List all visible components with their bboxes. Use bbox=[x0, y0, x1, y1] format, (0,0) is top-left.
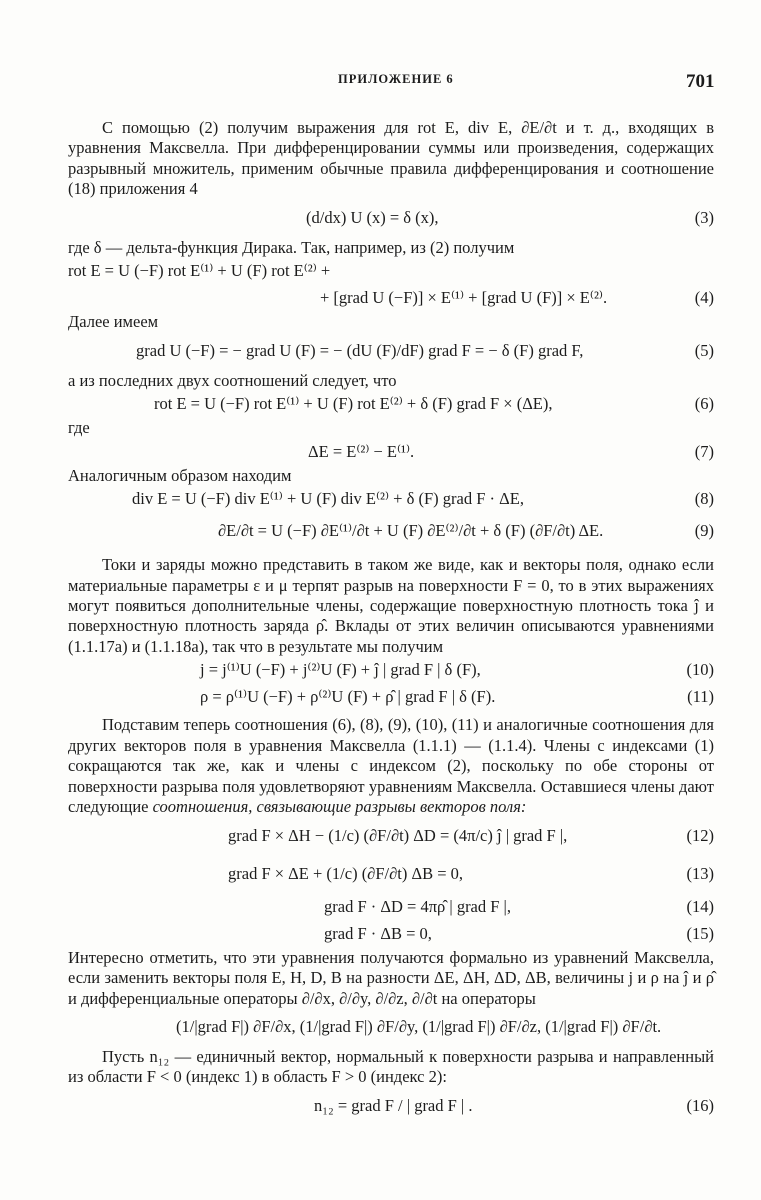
paragraph-8-italic: соотношения, связывающие разрывы векторов поля: bbox=[152, 797, 527, 817]
paragraph-9: Интересно отметить, что эти уравнения получаются формально из уравнений Максвелла, если заменить векторы поля E, H, D, B на разности ΔE, ΔH, ΔD, ΔB, величины j и ρ на ĵ и ρ̂ и дифференциальные операторы ∂/∂x, ∂/∂y, ∂/∂z, ∂/∂t на операторы bbox=[68, 947, 714, 1008]
paragraph-8 bbox=[68, 715, 714, 817]
equation-3-body: (d/dx) U (x) = δ (x), bbox=[306, 207, 439, 227]
equation-16 bbox=[68, 1088, 714, 1126]
equation-15-number: (15) bbox=[686, 923, 714, 943]
equation-9-number: (9) bbox=[694, 521, 714, 541]
page-number: 701 bbox=[686, 71, 715, 92]
equation-13 bbox=[68, 856, 714, 894]
equation-10 bbox=[68, 657, 714, 684]
equation-8 bbox=[68, 486, 714, 513]
equation-6-number: (6) bbox=[694, 394, 714, 414]
equation-5-body: grad U (−F) = − grad U (F) = − (dU (F)/dF) grad F = − δ (F) grad F, bbox=[136, 340, 584, 360]
equation-10-number: (10) bbox=[686, 660, 714, 680]
paragraph-4: а из последних двух соотношений следует, что bbox=[68, 370, 397, 390]
paragraph-5: где bbox=[68, 418, 90, 438]
equation-4-number: (4) bbox=[694, 288, 714, 308]
page-body bbox=[68, 118, 714, 1126]
paragraph-1: С помощью (2) получим выражения для rot E, div E, ∂E/∂t и т. д., входящих в уравнения Максвелла. При дифференцировании суммы или произведения, содержащих разрывный множитель, применим обычные правила дифференцирования и соотношение (18) приложения 4 bbox=[68, 118, 714, 199]
equation-8-number: (8) bbox=[694, 489, 714, 509]
equation-11-number: (11) bbox=[687, 687, 714, 707]
equation-12-number: (12) bbox=[686, 825, 714, 845]
equation-15 bbox=[68, 921, 714, 948]
operator-list-body: (1/|grad F|) ∂F/∂x, (1/|grad F|) ∂F/∂y, (1/|grad F|) ∂F/∂z, (1/|grad F|) ∂F/∂t. bbox=[176, 1016, 662, 1036]
paragraph-7: Токи и заряды можно представить в таком же виде, как и векторы поля, однако если материальные параметры ε и μ терпят разрыв на поверхности F = 0, то в этих выражениях могут появиться дополнительные члены, содержащие поверхностную плотность тока ĵ и поверхностную плотность заряда ρ̂. Вклады от этих величин описываются уравнениями (1.1.17а) и (1.1.18а), так что в результате мы получим bbox=[68, 555, 714, 656]
equation-4-line-2 bbox=[68, 285, 714, 312]
paragraph-3: Далее имеем bbox=[68, 312, 159, 332]
equation-7 bbox=[68, 439, 714, 466]
equation-3 bbox=[68, 200, 714, 238]
equation-3-number: (3) bbox=[694, 207, 714, 227]
paragraph-10: Пусть n₁₂ — единичный вектор, нормальный к поверхности разрыва и направленный из области F < 0 (индекс 1) в область F > 0 (индекс 2): bbox=[68, 1046, 714, 1087]
equation-15-body: grad F · ΔB = 0, bbox=[324, 923, 432, 943]
equation-11-body: ρ = ρ⁽¹⁾U (−F) + ρ⁽²⁾U (F) + ρ̂ | grad F | δ (F). bbox=[200, 687, 496, 707]
equation-12-body: grad F × ΔH − (1/c) (∂F/∂t) ΔD = (4π/c) ĵ | grad F |, bbox=[228, 825, 568, 845]
equation-4-line-2-body: + [grad U (−F)] × E⁽¹⁾ + [grad U (F)] × E⁽²⁾. bbox=[320, 288, 608, 308]
equation-11 bbox=[68, 684, 714, 711]
paragraph-2: где δ — дельта-функция Дирака. Так, например, из (2) получим bbox=[68, 237, 515, 257]
equation-13-body: grad F × ΔE + (1/c) (∂F/∂t) ΔB = 0, bbox=[228, 863, 464, 883]
equation-12 bbox=[68, 818, 714, 856]
paragraph-8-text: Подставим теперь соотношения (6), (8), (9), (10), (11) и аналогичные соотношения для других векторов поля в уравнения Максвелла (1.1.1) — (1.1.4). Члены с индексами (1) сокращаются так же, как и члены с индексом (2), поскольку по обе стороны от поверхности разрыва поля удовлетворяют уравнениям Максвелла. Оставшиеся члены дают следующие bbox=[68, 715, 714, 817]
equation-13-number: (13) bbox=[686, 863, 714, 883]
equation-14 bbox=[68, 894, 714, 921]
equation-16-number: (16) bbox=[686, 1095, 714, 1115]
equation-7-number: (7) bbox=[694, 441, 714, 461]
equation-16-body: n₁₂ = grad F / | grad F | . bbox=[314, 1095, 473, 1115]
equation-4-line-1 bbox=[68, 258, 714, 285]
equation-14-body: grad F · ΔD = 4πρ̂ | grad F |, bbox=[324, 896, 511, 916]
equation-6 bbox=[68, 391, 714, 418]
paragraph-6: Аналогичным образом находим bbox=[68, 465, 292, 485]
equation-5 bbox=[68, 333, 714, 371]
equation-7-body: ΔE = E⁽²⁾ − E⁽¹⁾. bbox=[308, 441, 415, 461]
equation-8-body: div E = U (−F) div E⁽¹⁾ + U (F) div E⁽²⁾ + δ (F) grad F · ΔE, bbox=[132, 489, 524, 509]
equation-5-number: (5) bbox=[694, 340, 714, 360]
page-header bbox=[0, 70, 761, 94]
equation-6-body: rot E = U (−F) rot E⁽¹⁾ + U (F) rot E⁽²⁾ + δ (F) grad F × (ΔE), bbox=[154, 394, 553, 414]
equation-4-line-1-body: rot E = U (−F) rot E⁽¹⁾ + U (F) rot E⁽²⁾ + bbox=[68, 261, 331, 281]
running-head: ПРИЛОЖЕНИЕ 6 bbox=[338, 72, 454, 86]
equation-14-number: (14) bbox=[686, 896, 714, 916]
operator-list bbox=[68, 1009, 714, 1047]
equation-9-body: ∂E/∂t = U (−F) ∂E⁽¹⁾/∂t + U (F) ∂E⁽²⁾/∂t + δ (F) (∂F/∂t) ΔE. bbox=[218, 521, 604, 541]
equation-9 bbox=[68, 513, 714, 551]
equation-10-body: j = j⁽¹⁾U (−F) + j⁽²⁾U (F) + ĵ | grad F | δ (F), bbox=[200, 660, 481, 680]
